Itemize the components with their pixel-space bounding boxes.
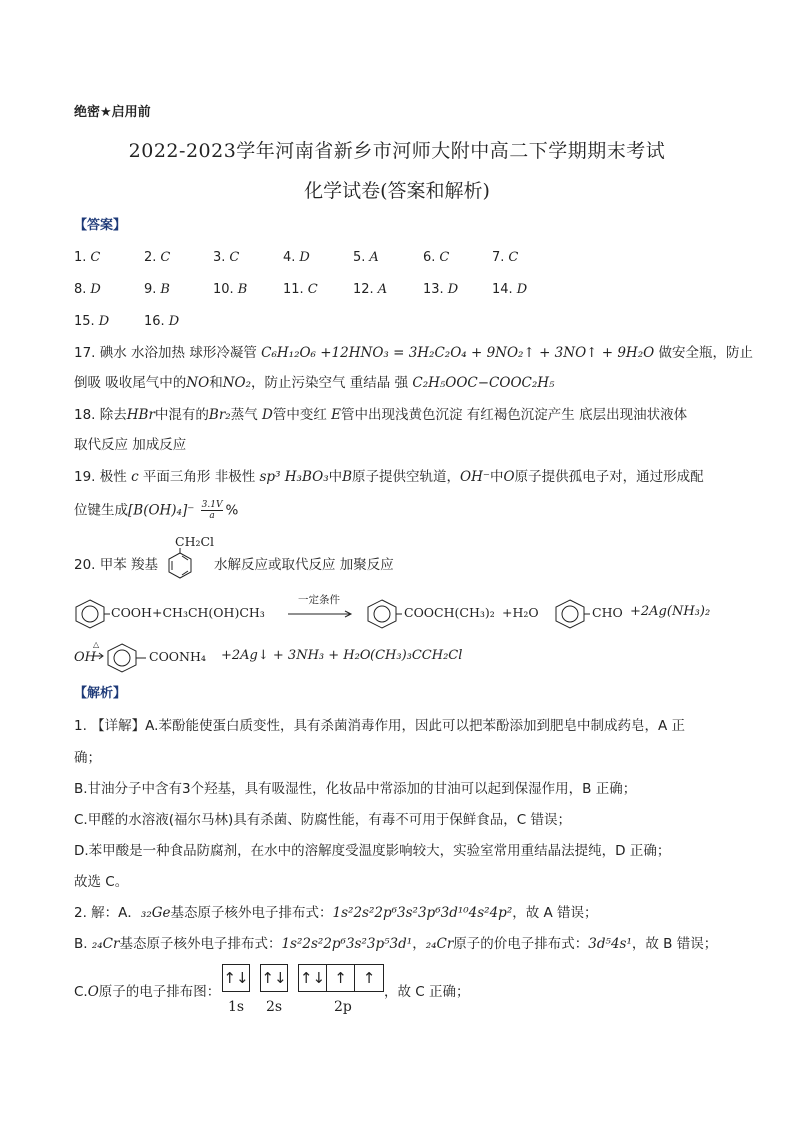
tollens-reagent-label: +2Ag(NH₃)₂ <box>630 604 711 619</box>
q2-analysis-lineC-end: ，故 C 正确； <box>384 984 470 1000</box>
q17-line1 <box>74 343 753 363</box>
q2a-mid: 基态原子核外电子排布式： <box>170 905 333 921</box>
q2b-elem: ₂₄Cr <box>91 936 120 952</box>
mcq-choice: B <box>160 282 170 297</box>
q2b-end: ，故 B 错误； <box>631 936 718 952</box>
q18-line1 <box>74 405 687 425</box>
q1-analysis-line1: 1. 【详解】A.苯酚能使蛋白质变性，具有杀菌消毒作用，因此可以把苯酚添加到肥皂中制成药皂，A 正 <box>74 718 685 734</box>
mcq-answer-10 <box>213 280 247 300</box>
mcq-number: 13. <box>423 282 444 297</box>
q2a-cfg: 1s²2s²2p⁶3s²3p⁶3d¹⁰4s²4p² <box>332 905 513 921</box>
q19-j: OH⁻ <box>460 469 491 485</box>
q18-f: D <box>262 407 273 423</box>
q17-equation: C₆H₁₂O₆ +12HNO₃ = 3H₂C₂O₄ + 9NO₂↑ + 3NO↑ + 9H₂O <box>261 345 655 361</box>
q18-e: 蒸气 <box>230 407 263 423</box>
mcq-number: 8. <box>74 282 87 297</box>
q2b-mid3: 原子的价电子排布式： <box>453 936 589 952</box>
q2c-elem: O <box>87 984 99 1000</box>
mcq-number: 9. <box>144 282 157 297</box>
mcq-answer-1 <box>74 248 100 268</box>
mcq-choice: D <box>98 314 110 329</box>
mcq-number: 4. <box>283 250 296 265</box>
mcq-answer-5 <box>353 248 379 268</box>
analysis-label: 【解析】 <box>74 686 127 701</box>
orbital-2px-electrons: ↑↓ <box>299 965 327 991</box>
q19-line1 <box>74 467 704 487</box>
q19-f: H₃BO₃ <box>284 469 329 485</box>
orbital-1s-electrons: ↑↓ <box>223 969 249 987</box>
mcq-choice: D <box>90 282 101 297</box>
mcq-number: 10. <box>213 282 234 297</box>
orbital-2s-electrons: ↑↓ <box>261 969 287 987</box>
mcq-choice: D <box>516 282 528 297</box>
q19-l: O <box>503 469 515 485</box>
q17-l2b: NO <box>186 375 210 391</box>
mcq-answer-12 <box>353 280 387 300</box>
fraction-denominator: a <box>209 511 215 521</box>
q17-l2a: 倒吸 吸收尾气中的 <box>74 375 187 391</box>
carboxyl-label: COOH <box>111 605 152 620</box>
water-label: +H₂O <box>502 605 539 620</box>
ester-product-label: COOCH(CH₃)₂ <box>404 605 495 620</box>
orbital-label-2s: 2s <box>266 999 283 1015</box>
orbital-2py-electrons: ↑ <box>327 965 355 991</box>
q19-2c: % <box>225 502 239 519</box>
benzene-ring-icon <box>165 548 195 580</box>
mcq-answer-16 <box>144 312 179 332</box>
mcq-number: 15. <box>74 314 95 329</box>
q20-last-answer: (CH₃)₃CCH₂Cl <box>370 648 463 663</box>
mcq-choice: C <box>229 250 240 265</box>
q19-2a: 位键生成 <box>74 502 128 519</box>
mcq-answer-3 <box>213 248 239 268</box>
q1-analysis-line1b: 确； <box>74 750 101 766</box>
q1-analysis-line4: D.苯甲酸是一种食品防腐剂，在水中的溶解度受温度影响较大，实验室常用重结晶法提纯，D 正确； <box>74 843 671 859</box>
mcq-number: 5. <box>353 250 366 265</box>
mcq-number: 1. <box>74 250 87 265</box>
ammonium-salt-label: COONH₄ <box>149 649 206 664</box>
q17-text-end: 做安全瓶，防止 <box>654 345 753 361</box>
mcq-choice: C <box>90 250 101 265</box>
reaction-2 <box>74 640 734 676</box>
q18-b: HBr <box>126 407 155 423</box>
mcq-answer-9 <box>144 280 170 300</box>
q2b-cfg2: 3d⁵4s¹ <box>588 936 632 952</box>
mcq-number: 16. <box>144 314 165 329</box>
q2b-pre: B. <box>74 936 92 952</box>
q17-l2e: ，防止污染空气 重结晶 强 <box>250 375 413 391</box>
q19-k: 中 <box>490 469 504 485</box>
mcq-choice: C <box>160 250 171 265</box>
q19-b: c <box>131 469 139 485</box>
q2c-pre: C. <box>74 984 88 1000</box>
fraction-numerator: 3.1V <box>201 500 223 510</box>
benzene-ring-icon <box>74 598 110 630</box>
isopropanol-label: +CH₃CH(OH)CH₃ <box>152 605 265 620</box>
q17-l2f: C₂H₅OOC−COOC₂H₅ <box>412 375 555 391</box>
heat-symbol: △ <box>93 640 100 649</box>
mcq-answer-6 <box>423 248 449 268</box>
mcq-number: 3. <box>213 250 226 265</box>
silver-mirror-products: +2Ag↓ + 3NH₃ + H₂O <box>221 648 371 663</box>
q18-g: 管中变红 <box>272 407 332 423</box>
page-subtitle: 化学试卷(答案和解析) <box>304 180 490 202</box>
q2c-mid: 原子的电子排布图： <box>98 984 221 1000</box>
mcq-answer-15 <box>74 312 109 332</box>
q2b-mid: 基态原子核外电子排布式： <box>119 936 282 952</box>
mcq-answer-11 <box>283 280 318 300</box>
q19-h: B <box>342 469 353 485</box>
mcq-number: 2. <box>144 250 157 265</box>
mcq-choice: D <box>299 250 310 265</box>
q17-l2d: NO₂ <box>222 375 251 391</box>
reaction-condition: 一定条件 <box>298 594 340 606</box>
q19-a: 19. 极性 <box>74 469 132 485</box>
q18-i: 管中出现浅黄色沉淀 有红褐色沉淀产生 底层出现油状液体 <box>341 407 688 423</box>
answers-label: 【答案】 <box>74 218 127 233</box>
q20-a: 20. 甲苯 羧基 <box>74 557 159 573</box>
q17-text: 17. 碘水 水浴加热 球形冷凝管 <box>74 345 262 361</box>
mcq-choice: D <box>447 282 459 297</box>
mcq-answer-4 <box>283 248 310 268</box>
q18-h: E <box>331 407 341 423</box>
mcq-choice: D <box>168 314 180 329</box>
mcq-number: 11. <box>283 282 304 297</box>
mcq-number: 6. <box>423 250 436 265</box>
orbital-2pz-electrons: ↑ <box>362 969 376 987</box>
mcq-choice: C <box>439 250 450 265</box>
q2-analysis-lineC <box>74 982 220 1002</box>
q18-line2: 取代反应 加成反应 <box>74 437 187 453</box>
q2b-cfg: 1s²2s²2p⁶3s²3p⁵3d¹ <box>281 936 413 952</box>
q2a-pre: 2. 解：A． <box>74 905 141 921</box>
aldehyde-label: CHO <box>592 605 623 620</box>
mcq-answer-2 <box>144 248 170 268</box>
page-title: 2022-2023学年河南省新乡市河师大附中高二下学期期末考试 <box>128 140 666 162</box>
benzene-ring-icon <box>366 598 402 630</box>
q2-analysis-lineA <box>74 903 598 923</box>
reaction-arrow-icon <box>92 652 104 660</box>
benzene-ring-icon <box>106 642 146 674</box>
orbital-2p <box>298 964 384 992</box>
q18-d: Br₂ <box>208 407 231 423</box>
q1-analysis-line5: 故选 C。 <box>74 874 129 890</box>
mcq-number: 14. <box>492 282 513 297</box>
q18-a: 18. 除去 <box>74 407 127 423</box>
q1-analysis-line3: C.甲醛的水溶液(福尔马林)具有杀菌、防腐性能，有毒不可用于保鲜食品，C 错误； <box>74 812 571 828</box>
q17-line2 <box>74 373 554 393</box>
mcq-answer-8 <box>74 280 101 300</box>
q20-line1-end: 水解反应或取代反应 加聚反应 <box>214 557 394 573</box>
q19-m: 原子提供孤电子对，通过形成配 <box>514 469 704 485</box>
confidential-label: 绝密★启用前 <box>74 105 151 120</box>
q1-analysis-line2: B.甘油分子中含有3个羟基，具有吸湿性，化妆品中常添加的甘油可以起到保湿作用，B 正确； <box>74 781 637 797</box>
mcq-choice: B <box>237 282 248 297</box>
benzene-ring-icon <box>554 598 590 630</box>
reaction-1 <box>74 596 734 632</box>
q17-l2c: 和 <box>209 375 223 391</box>
q19-d: sp³ <box>259 469 281 485</box>
mcq-number: 7. <box>492 250 505 265</box>
orbital-label-1s: 1s <box>228 999 245 1015</box>
substituent-label: CH₂Cl <box>175 534 215 549</box>
q19-i: 原子提供空轨道， <box>352 469 461 485</box>
reaction-arrow-icon <box>288 610 354 618</box>
mcq-answer-14 <box>492 280 527 300</box>
q18-c: 中混有的 <box>154 407 209 423</box>
q19-fraction <box>201 500 224 521</box>
q19-line2 <box>74 500 238 521</box>
q2b-mid2: ， <box>412 936 426 952</box>
q20-line1 <box>74 555 158 575</box>
mcq-answer-7 <box>492 248 518 268</box>
mcq-choice: C <box>307 282 318 297</box>
mcq-choice: A <box>369 250 379 265</box>
q19-c: 平面三角形 非极性 <box>138 469 260 485</box>
orbital-label-2p: 2p <box>334 999 352 1015</box>
orbital-1s <box>222 964 250 992</box>
orbital-2s <box>260 964 288 992</box>
q2-analysis-lineB <box>74 934 717 954</box>
q2a-elem: ₃₂Ge <box>140 905 171 921</box>
mcq-choice: C <box>508 250 519 265</box>
hydroxide-label: OH <box>74 650 96 665</box>
q2b-elem2: ₂₄Cr <box>425 936 454 952</box>
q2a-end: ，故 A 错误； <box>512 905 598 921</box>
benzyl-chloride-structure <box>165 534 215 582</box>
mcq-number: 12. <box>353 282 374 297</box>
q19-2b: [B(OH)₄]⁻ <box>128 502 195 519</box>
mcq-answer-13 <box>423 280 458 300</box>
mcq-choice: A <box>377 282 388 297</box>
q19-g: 中 <box>328 469 343 485</box>
